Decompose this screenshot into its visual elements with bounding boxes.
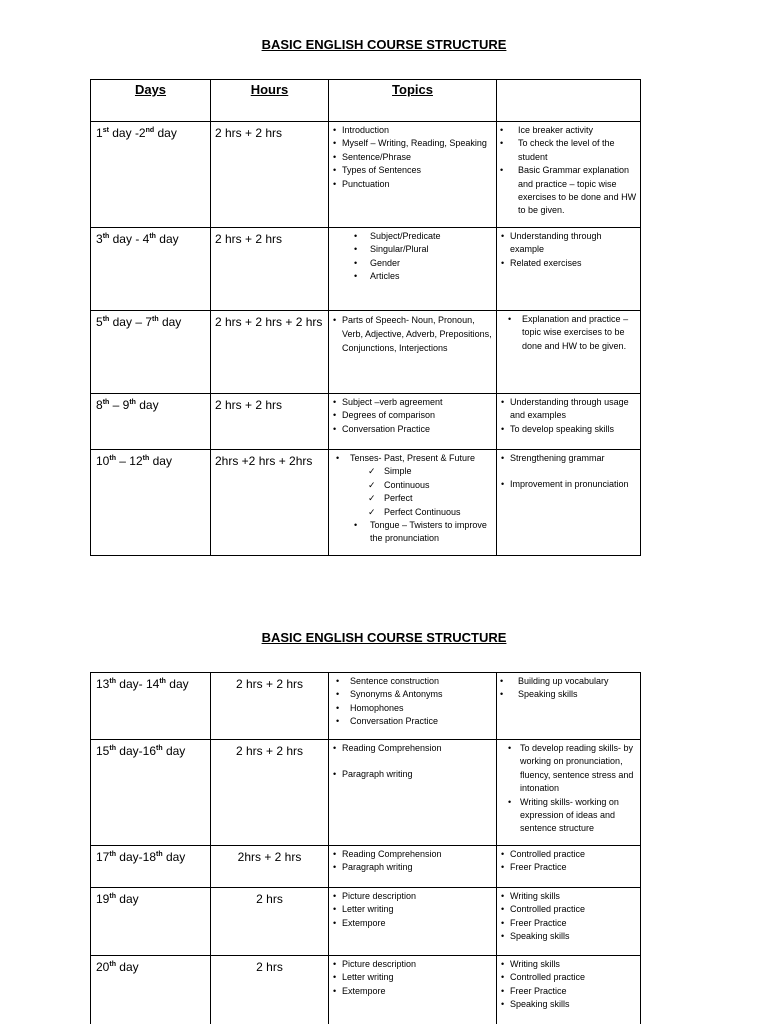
- page-title-2: BASIC ENGLISH COURSE STRUCTURE: [261, 630, 507, 645]
- table-row: [91, 673, 641, 740]
- topics-cell: [329, 311, 497, 394]
- course-table-2: [90, 672, 641, 1024]
- list-item: • Extempore: [333, 917, 386, 928]
- header-days: Days: [91, 80, 211, 122]
- list-item: • Letter writing: [333, 972, 394, 983]
- check-icon: ✓: [368, 506, 376, 517]
- list-item: • To develop reading skills- by working on pronunciation, fluency, sentence stress and intonation: [508, 743, 634, 794]
- hours-cell: 2 hrs: [211, 888, 329, 956]
- list-item: • Reading Comprehension: [333, 743, 442, 753]
- list-item: ✓ Perfect Continuous: [332, 506, 493, 519]
- list-item: ✓ Simple: [332, 465, 493, 478]
- hours-cell: 2hrs +2 hrs + 2hrs: [211, 450, 329, 556]
- day-cell: 19th day: [91, 888, 211, 956]
- list-item: • Speaking skills: [501, 931, 570, 942]
- table-row: [91, 122, 641, 228]
- notes-cell: [497, 956, 641, 1024]
- list-item: • Subject/Predicate: [354, 231, 441, 241]
- topics-cell: [329, 394, 497, 450]
- list-item: • Basic Grammar explanation and practice – topic wise exercises to be done and HW to be given.: [500, 165, 637, 216]
- header-row: [91, 80, 641, 122]
- table-row: [91, 956, 641, 1024]
- notes-cell: [497, 394, 641, 450]
- list-item: • Letter writing: [333, 904, 394, 915]
- list-item: • Ice breaker activity: [500, 125, 594, 135]
- list-item: • Improvement in pronunciation: [501, 479, 629, 490]
- list-item: • Writing skills: [501, 891, 560, 901]
- list-item: • Writing skills: [501, 959, 560, 969]
- topics-cell: [329, 228, 497, 311]
- notes-cell: [497, 846, 641, 888]
- list-item: • Myself – Writing, Reading, Speaking: [333, 138, 487, 149]
- header-hours: Hours: [211, 80, 329, 122]
- hours-cell: 2 hrs + 2 hrs: [211, 740, 329, 846]
- list-item: • Degrees of comparison: [333, 410, 436, 421]
- list-item: • Paragraph writing: [333, 862, 413, 873]
- list-item: • Freer Practice: [501, 862, 567, 873]
- list-item: • Homophones: [336, 702, 404, 713]
- list-item: • Picture description: [333, 891, 417, 901]
- list-item: • Reading Comprehension: [333, 849, 442, 859]
- list-item: • Speaking skills: [501, 999, 570, 1010]
- topics-cell: [329, 888, 497, 956]
- hours-cell: 2 hrs + 2 hrs: [211, 394, 329, 450]
- notes-cell: [497, 888, 641, 956]
- notes-cell: [497, 228, 641, 311]
- table-row: [91, 311, 641, 394]
- list-item: • Introduction: [333, 125, 390, 135]
- day-cell: 15th day-16th day: [91, 740, 211, 846]
- list-item: • Understanding through example: [501, 231, 602, 255]
- day-cell: 8th – 9th day: [91, 394, 211, 450]
- topics-cell: [329, 846, 497, 888]
- list-item: • Conversation Practice: [336, 716, 439, 727]
- list-item: • Punctuation: [333, 178, 390, 189]
- table-row: [91, 394, 641, 450]
- header-notes: [497, 80, 641, 122]
- notes-cell: [497, 122, 641, 228]
- table-row: [91, 228, 641, 311]
- list-item: • Tongue – Twisters to improve the pronunciation: [354, 520, 487, 544]
- list-item: • Gender: [354, 257, 401, 268]
- list-item: • Tenses- Past, Present & Future: [336, 453, 476, 463]
- topics-cell: [329, 956, 497, 1024]
- list-item: • Subject –verb agreement: [333, 397, 443, 407]
- list-item: • Controlled practice: [501, 849, 586, 859]
- list-item: • Singular/Plural: [354, 244, 429, 255]
- list-item: • Related exercises: [501, 257, 582, 268]
- list-item: • Types of Sentences: [333, 165, 422, 176]
- list-item: • Conversation Practice: [333, 423, 431, 434]
- page-title: BASIC ENGLISH COURSE STRUCTURE: [261, 37, 507, 52]
- list-item: • Freer Practice: [501, 985, 567, 996]
- hours-cell: 2 hrs: [211, 956, 329, 1024]
- topics-cell: [329, 740, 497, 846]
- hours-cell: 2 hrs + 2 hrs: [211, 122, 329, 228]
- list-item: • Strengthening grammar: [501, 453, 605, 463]
- header-topics: Topics: [329, 80, 497, 122]
- hours-cell: 2hrs + 2 hrs: [211, 846, 329, 888]
- hours-cell: 2 hrs + 2 hrs + 2 hrs: [211, 311, 329, 394]
- list-item: • Controlled practice: [501, 972, 586, 983]
- table-row: [91, 846, 641, 888]
- list-item: • Sentence construction: [336, 676, 440, 686]
- list-item: • Speaking skills: [500, 689, 578, 700]
- list-item: • Building up vocabulary: [500, 676, 609, 686]
- day-cell: 13th day- 14th day: [91, 673, 211, 740]
- hours-cell: 2 hrs + 2 hrs: [211, 228, 329, 311]
- notes-cell: [497, 450, 641, 556]
- list-item: • Parts of Speech- Noun, Pronoun, Verb, Adjective, Adverb, Prepositions, Conjunctions, Interjections: [333, 315, 492, 353]
- day-cell: 1st day -2nd day: [91, 122, 211, 228]
- day-cell: 17th day-18th day: [91, 846, 211, 888]
- table-row: [91, 450, 641, 556]
- day-cell: 20th day: [91, 956, 211, 1024]
- course-table-1: [90, 79, 641, 556]
- day-cell: 3th day - 4th day: [91, 228, 211, 311]
- topics-cell: [329, 673, 497, 740]
- check-icon: ✓: [368, 466, 376, 477]
- hours-cell: 2 hrs + 2 hrs: [211, 673, 329, 740]
- notes-cell: [497, 740, 641, 846]
- table-row: [91, 888, 641, 956]
- topics-cell: [329, 122, 497, 228]
- check-icon: ✓: [368, 493, 376, 504]
- list-item: • Extempore: [333, 985, 386, 996]
- notes-cell: [497, 673, 641, 740]
- list-item: ✓ Continuous: [332, 479, 493, 492]
- list-item: • To check the level of the student: [500, 138, 615, 162]
- list-item: • Articles: [354, 271, 400, 282]
- list-item: ✓ Perfect: [332, 492, 493, 505]
- list-item: • Explanation and practice – topic wise exercises to be done and HW to be given.: [508, 314, 629, 351]
- list-item: • Understanding through usage and examples: [501, 397, 629, 421]
- notes-cell: [497, 311, 641, 394]
- topics-cell: [329, 450, 497, 556]
- list-item: • Picture description: [333, 959, 417, 969]
- list-item: • Controlled practice: [501, 904, 586, 915]
- check-icon: ✓: [368, 479, 376, 490]
- list-item: • Freer Practice: [501, 917, 567, 928]
- list-item: • To develop speaking skills: [501, 423, 615, 434]
- list-item: • Writing skills- working on expression of ideas and sentence structure: [508, 796, 619, 834]
- list-item: • Sentence/Phrase: [333, 151, 412, 162]
- day-cell: 10th – 12th day: [91, 450, 211, 556]
- day-cell: 5th day – 7th day: [91, 311, 211, 394]
- table-row: [91, 740, 641, 846]
- list-item: • Synonyms & Antonyms: [336, 689, 443, 700]
- list-item: • Paragraph writing: [333, 769, 413, 780]
